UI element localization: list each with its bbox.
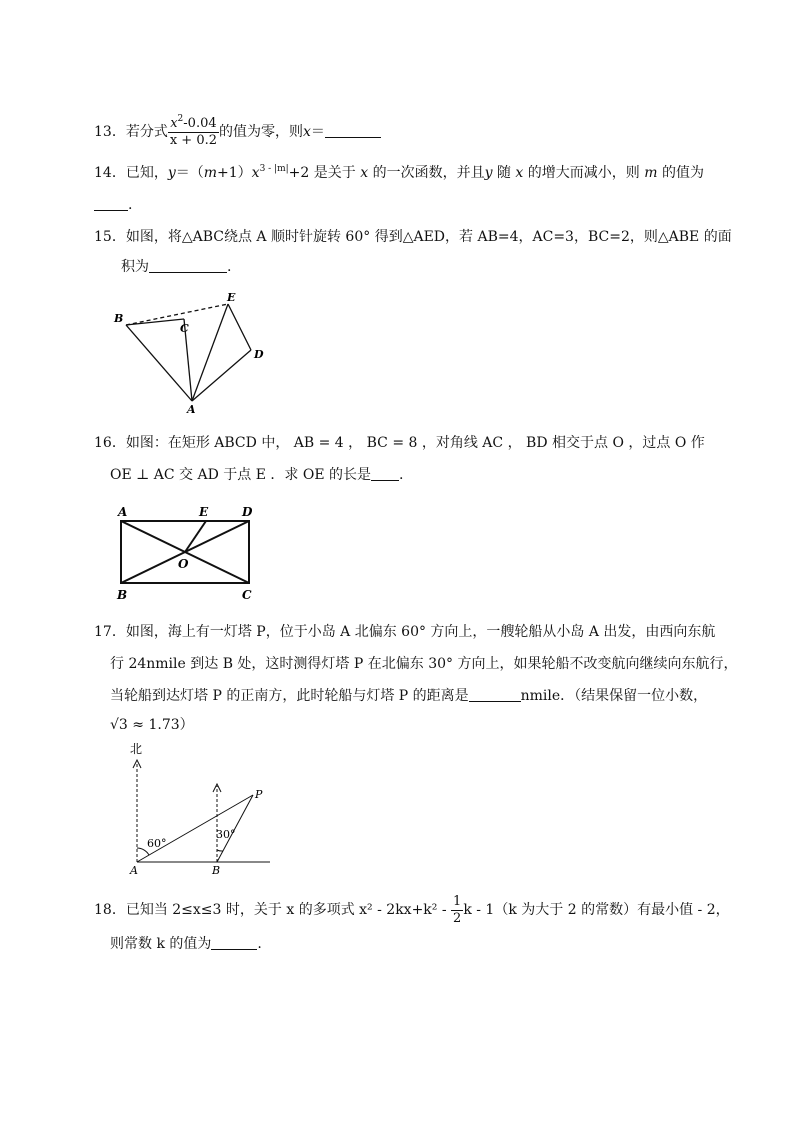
q17-angle-arc-30 [217,850,223,851]
question-14-line2: . [94,196,132,214]
question-15 [94,228,732,246]
question-13: 13．若分式 $\frac{x^2-0.04}{x + 0.2}$ 的值为零，则x＝ [94,112,381,152]
q17-label-60deg: 60° [147,837,167,850]
q13-text-pre: 若分式 [125,124,168,140]
q16-figure [108,500,268,604]
q15-segment-BA [126,325,192,401]
q16-answer-blank[interactable] [371,466,399,481]
q15-label-E: E [227,291,236,304]
question-17-line2: 行 24nmile 到达 B 处，这时测得灯塔 P 在北偏东 30° 方向上，如果轮船不改变航向继续向东航行， [110,656,738,672]
question-17-line4: √3 ≈ 1.73） [110,717,194,733]
q14-answer-blank[interactable] [94,196,128,211]
q16-label-E: E [199,505,209,519]
q18-number: 18． [94,902,126,918]
q15-line1: 如图，将△ABC绕点 A 顺时针旋转 60° 得到△AED，若 AB=4，AC=3，BC=2，则△ABE 的面 [125,229,732,245]
q16-label-B: B [117,588,128,602]
q13-text-post: 的值为零，则 [219,124,303,140]
q13-number: 13． [94,124,126,140]
question-16-line2: OE ⊥ AC 交 AD 于点 E ．求 OE 的长是 . [110,467,404,483]
q15-segment-EA [192,304,228,401]
q17-label-A: A [130,864,138,877]
q17-segment-AP [137,795,253,862]
q16-label-O: O [178,557,189,571]
question-18-line2: 则常数 k 的值为 . [110,936,262,952]
q16-label-A: A [118,505,128,519]
question-18: 18．已知当 2≤x≤3 时，关于 x 的多项式 x² - 2kx+k² - $\frac{1}{2}$ k - 1（k 为大于 2 的常数）有最小值 - 2， [94,893,730,926]
q15-figure [108,288,268,416]
q15-label-C: C [180,322,189,335]
question-14: 14．已知，$y=(m+1)x^{3 - |m|}+2$ 是关于 x 的一次函数，并且y 随 x 的增大而减小，则 m 的值为 [94,164,704,181]
q17-line1: 如图，海上有一灯塔 P，位于小岛 A 北偏东 60° 方向上，一艘轮船从小岛 A 出发，由西向东航 [125,624,716,640]
q16-label-D: D [242,505,253,519]
question-17 [94,623,715,641]
q14-number: 14． [94,165,126,181]
q17-label-north: 北 [130,742,143,756]
q17-label-B: B [212,864,221,877]
q16-number: 16． [94,435,126,451]
q15-segment-BC [126,319,184,325]
q15-dashed-BE [126,304,228,325]
q17-number: 17． [94,624,126,640]
q17-answer-blank[interactable] [469,687,521,702]
q17-label-P: P [255,788,263,801]
q15-answer-blank[interactable] [149,258,227,273]
q15-segment-ED [228,304,251,350]
q18-answer-blank[interactable] [211,935,257,950]
q17-label-30deg: 30° [216,828,236,841]
q13-answer-blank[interactable] [325,123,381,138]
q13-fraction: $\frac{x^2-0.04}{x + 0.2}$ [169,113,217,148]
q16-line1: 如图：在矩形 ABCD 中， AB = 4 ， BC = 8 ，对角线 AC ， BD 相交于点 O ，过点 O 作 [125,435,705,451]
question-17-line3: 当轮船到达灯塔 P 的正南方，此时轮船与灯塔 P 的距离是 nmile．（结果保留一位小数， [110,688,708,704]
question-16 [94,434,705,452]
question-15-line2: 积为 . [121,259,232,275]
q15-label-A: A [187,403,196,416]
q15-label-B: B [114,312,124,325]
q15-label-D: D [254,348,264,361]
q16-label-C: C [242,588,252,602]
q15-number: 15． [94,229,126,245]
q17-figure [122,740,277,878]
q18-fraction: $\frac{1}{2}$ [453,893,462,926]
